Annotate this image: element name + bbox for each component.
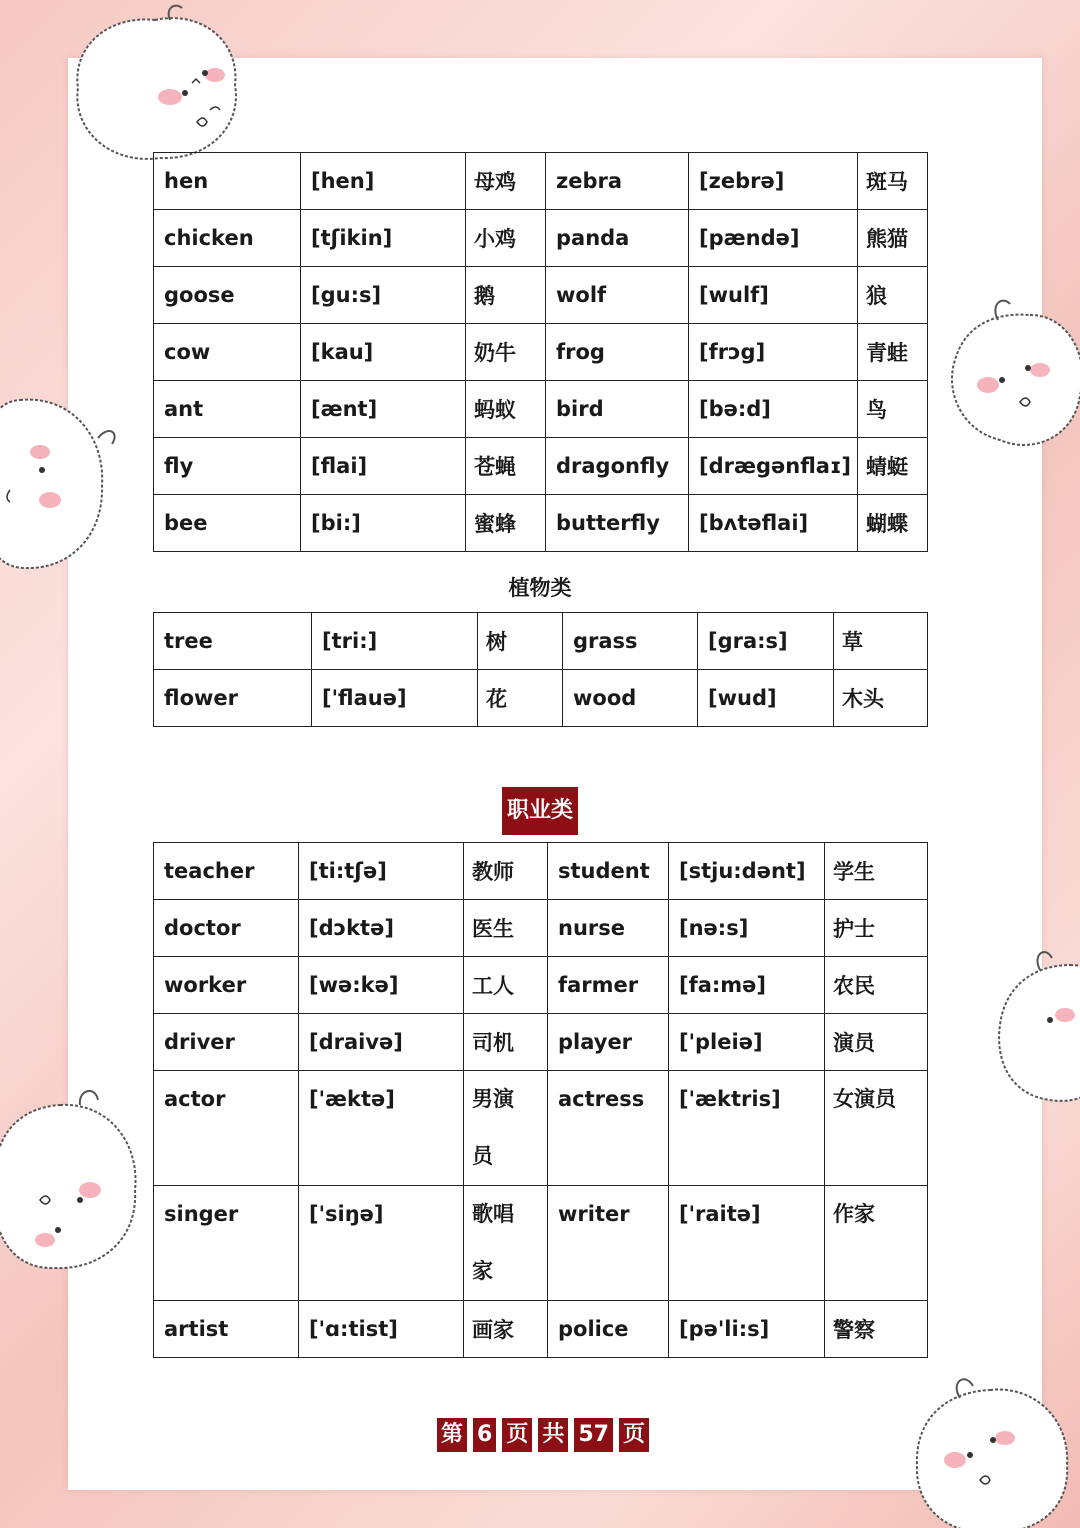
english-word-cell: doctor — [154, 900, 299, 957]
chinese-meaning-cell: 蜻蜓 — [858, 438, 928, 495]
table-row — [154, 495, 928, 552]
footer-part: 共 — [538, 1418, 568, 1452]
table-row — [154, 324, 928, 381]
table-row — [154, 1071, 928, 1186]
chinese-meaning-cell: 男演 员 — [464, 1071, 548, 1186]
english-word-cell: writer — [548, 1186, 669, 1301]
phonetic-cell: ['siŋə] — [299, 1186, 464, 1301]
phonetic-cell: [ænt] — [301, 381, 466, 438]
english-word-cell: player — [548, 1014, 669, 1071]
english-word-cell: student — [548, 843, 669, 900]
chinese-meaning-cell: 斑马 — [858, 153, 928, 210]
english-word-cell: goose — [154, 267, 301, 324]
english-word-cell: butterfly — [546, 495, 689, 552]
english-word-cell: artist — [154, 1301, 299, 1358]
chinese-meaning-cell: 鸟 — [858, 381, 928, 438]
english-word-cell: frog — [546, 324, 689, 381]
phonetic-cell: ['æktris] — [669, 1071, 825, 1186]
chinese-meaning-cell: 草 — [834, 613, 928, 670]
table-row — [154, 267, 928, 324]
mascot-icon — [990, 920, 1080, 1120]
english-word-cell: farmer — [548, 957, 669, 1014]
chinese-meaning-cell: 女演员 — [825, 1071, 928, 1186]
chinese-meaning-cell: 蝴蝶 — [858, 495, 928, 552]
phonetic-cell: [dɔktə] — [299, 900, 464, 957]
phonetic-cell: [kau] — [301, 324, 466, 381]
animals-vocab-table — [153, 152, 928, 552]
chinese-meaning-cell: 鹅 — [466, 267, 546, 324]
chinese-meaning-cell: 警察 — [825, 1301, 928, 1358]
english-word-cell: chicken — [154, 210, 301, 267]
phonetic-cell: [bə:d] — [689, 381, 858, 438]
chinese-meaning-cell: 蚂蚁 — [466, 381, 546, 438]
phonetic-cell: [nə:s] — [669, 900, 825, 957]
footer-part: 页 — [502, 1418, 532, 1452]
phonetic-cell: [bʌtəflai] — [689, 495, 858, 552]
phonetic-cell: [gra:s] — [698, 613, 834, 670]
english-word-cell: zebra — [546, 153, 689, 210]
chinese-meaning-cell: 工人 — [464, 957, 548, 1014]
chinese-meaning-cell: 奶牛 — [466, 324, 546, 381]
phonetic-cell: ['ɑ:tist] — [299, 1301, 464, 1358]
chinese-meaning-cell: 蜜蜂 — [466, 495, 546, 552]
table-row — [154, 1014, 928, 1071]
jobs-section-title: 职业类 — [502, 787, 578, 835]
phonetic-cell: [zebrə] — [689, 153, 858, 210]
english-word-cell: wolf — [546, 267, 689, 324]
chinese-meaning-cell: 作家 — [825, 1186, 928, 1301]
plants-vocab-table — [153, 612, 928, 727]
footer-part: 页 — [619, 1418, 649, 1452]
mascot-icon — [60, 0, 250, 170]
chinese-meaning-cell: 花 — [478, 670, 563, 727]
chinese-meaning-cell: 木头 — [834, 670, 928, 727]
chinese-meaning-cell: 教师 — [464, 843, 548, 900]
english-word-cell: tree — [154, 613, 312, 670]
english-word-cell: police — [548, 1301, 669, 1358]
chinese-meaning-cell: 苍蝇 — [466, 438, 546, 495]
chinese-meaning-cell: 医生 — [464, 900, 548, 957]
table-row — [154, 900, 928, 957]
phonetic-cell: ['pleiə] — [669, 1014, 825, 1071]
chinese-meaning-cell: 司机 — [464, 1014, 548, 1071]
table-row — [154, 438, 928, 495]
chinese-meaning-cell: 狼 — [858, 267, 928, 324]
table-row — [154, 1186, 928, 1301]
phonetic-cell: [tri:] — [312, 613, 478, 670]
english-word-cell: worker — [154, 957, 299, 1014]
table-row — [154, 1301, 928, 1358]
english-word-cell: fly — [154, 438, 301, 495]
english-word-cell: hen — [154, 153, 301, 210]
mascot-icon — [0, 390, 120, 580]
phonetic-cell: ['flauə] — [312, 670, 478, 727]
footer-part: 6 — [473, 1418, 496, 1452]
phonetic-cell: [pə'li:s] — [669, 1301, 825, 1358]
english-word-cell: bird — [546, 381, 689, 438]
chinese-meaning-cell: 护士 — [825, 900, 928, 957]
chinese-meaning-cell: 青蛙 — [858, 324, 928, 381]
phonetic-cell: [draivə] — [299, 1014, 464, 1071]
phonetic-cell: [bi:] — [301, 495, 466, 552]
english-word-cell: driver — [154, 1014, 299, 1071]
phonetic-cell: [ti:tʃə] — [299, 843, 464, 900]
chinese-meaning-cell: 学生 — [825, 843, 928, 900]
mascot-icon — [940, 290, 1080, 460]
english-word-cell: singer — [154, 1186, 299, 1301]
english-word-cell: actor — [154, 1071, 299, 1186]
chinese-meaning-cell: 画家 — [464, 1301, 548, 1358]
chinese-meaning-cell: 母鸡 — [466, 153, 546, 210]
chinese-meaning-cell: 演员 — [825, 1014, 928, 1071]
english-word-cell: actress — [548, 1071, 669, 1186]
mascot-icon — [0, 1080, 150, 1280]
phonetic-cell: [gu:s] — [301, 267, 466, 324]
english-word-cell: cow — [154, 324, 301, 381]
chinese-meaning-cell: 树 — [478, 613, 563, 670]
english-word-cell: bee — [154, 495, 301, 552]
phonetic-cell: [pændə] — [689, 210, 858, 267]
chinese-meaning-cell: 小鸡 — [466, 210, 546, 267]
phonetic-cell: ['raitə] — [669, 1186, 825, 1301]
phonetic-cell: [fa:mə] — [669, 957, 825, 1014]
table-row — [154, 153, 928, 210]
mascot-icon — [905, 1360, 1080, 1528]
english-word-cell: wood — [563, 670, 698, 727]
phonetic-cell: [wə:kə] — [299, 957, 464, 1014]
phonetic-cell: [wulf] — [689, 267, 858, 324]
table-row — [154, 670, 928, 727]
english-word-cell: teacher — [154, 843, 299, 900]
phonetic-cell: ['æktə] — [299, 1071, 464, 1186]
chinese-meaning-cell: 农民 — [825, 957, 928, 1014]
phonetic-cell: [drægənflaɪ] — [689, 438, 858, 495]
english-word-cell: nurse — [548, 900, 669, 957]
phonetic-cell: [stju:dənt] — [669, 843, 825, 900]
english-word-cell: panda — [546, 210, 689, 267]
phonetic-cell: [hen] — [301, 153, 466, 210]
table-row — [154, 613, 928, 670]
page-number-footer — [437, 1418, 649, 1452]
table-row — [154, 210, 928, 267]
table-row — [154, 381, 928, 438]
chinese-meaning-cell: 熊猫 — [858, 210, 928, 267]
jobs-vocab-table — [153, 842, 928, 1358]
english-word-cell: flower — [154, 670, 312, 727]
english-word-cell: dragonfly — [546, 438, 689, 495]
chinese-meaning-cell: 歌唱 家 — [464, 1186, 548, 1301]
table-row — [154, 957, 928, 1014]
footer-part: 57 — [574, 1418, 613, 1452]
phonetic-cell: [wud] — [698, 670, 834, 727]
phonetic-cell: [tʃikin] — [301, 210, 466, 267]
phonetic-cell: [frɔg] — [689, 324, 858, 381]
phonetic-cell: [flai] — [301, 438, 466, 495]
plants-section-title: 植物类 — [508, 576, 572, 600]
footer-part: 第 — [437, 1418, 467, 1452]
english-word-cell: grass — [563, 613, 698, 670]
english-word-cell: ant — [154, 381, 301, 438]
table-row — [154, 843, 928, 900]
